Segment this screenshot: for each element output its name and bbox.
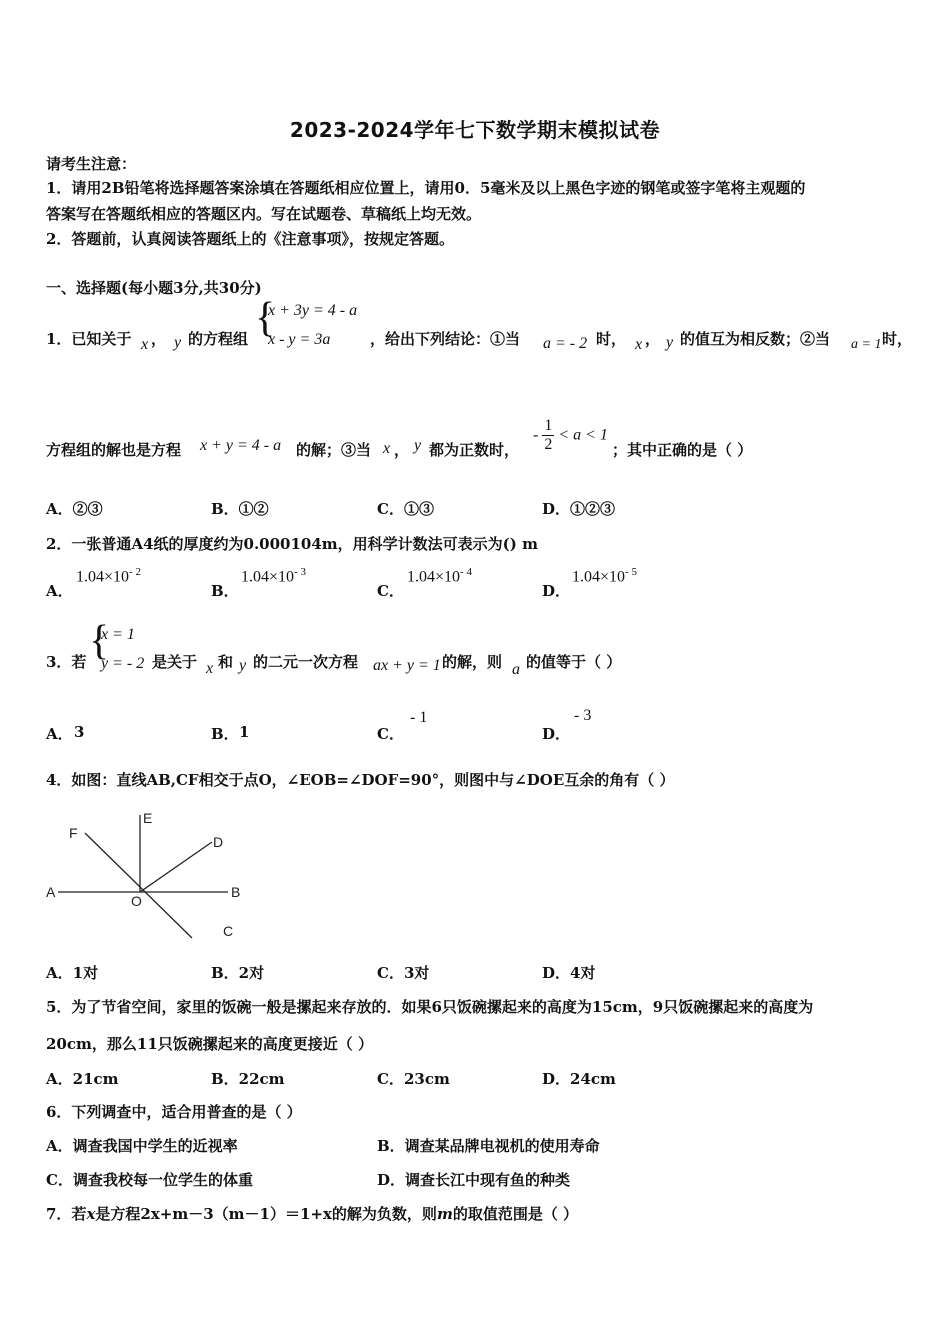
q7-var-m: m: [436, 1205, 453, 1223]
q7-text: 7．若: [46, 1205, 87, 1223]
fraction-one-half: [542, 417, 554, 454]
q6-option-c[interactable]: C．调查我校每一位学生的体重: [46, 1171, 253, 1189]
q1-text: 的值互为相反数；②当: [680, 330, 831, 348]
point-label-c: C: [223, 923, 234, 939]
q7-text: 的取值范围是（ ）: [452, 1205, 579, 1223]
q4-option-a[interactable]: A．1对: [46, 964, 99, 982]
question-7-stem: [46, 1203, 578, 1224]
inequality: < a < 1: [558, 426, 608, 444]
q1-range: [533, 417, 608, 454]
q7-equation: 2x+m－3（m－1）＝1+x: [140, 1205, 332, 1223]
q6-option-a[interactable]: A．调查我国中学生的近视率: [46, 1137, 238, 1155]
q1-text: 1．已知关于: [46, 330, 132, 348]
q5-stem-line2: 20cm，那么11只饭碗摞起来的高度更接近（ ）: [46, 1035, 373, 1053]
q7-text: 的解为负数，则: [331, 1205, 437, 1223]
q7-var-x: x: [86, 1205, 96, 1223]
q3-option-b-label[interactable]: B．: [211, 725, 239, 743]
q1-var-y: y: [414, 437, 422, 454]
q5-option-c[interactable]: C．23cm: [377, 1070, 450, 1088]
fraction-numerator: 1: [544, 417, 553, 434]
q2-option-c-value[interactable]: [407, 566, 472, 586]
q1-equation-2: x - y = 3a: [268, 331, 331, 348]
q3-option-d-value[interactable]: - 3: [574, 707, 592, 724]
point-label-d: D: [213, 834, 224, 850]
q6-option-d[interactable]: D．调查长江中现有鱼的种类: [377, 1171, 571, 1189]
q1-comma: ，: [151, 330, 167, 348]
base: 1.04×10: [241, 568, 295, 586]
point-label-b: B: [231, 884, 241, 900]
q3-option-c-value[interactable]: - 1: [410, 709, 428, 726]
q1-option-d[interactable]: D．①②③: [542, 500, 616, 518]
q6-option-b[interactable]: B．调查某品牌电视机的使用寿命: [377, 1137, 600, 1155]
q3-option-b-value[interactable]: 1: [239, 723, 250, 741]
q1-condition-1: a = - 2: [543, 335, 588, 352]
q1-option-a[interactable]: A．②③: [46, 500, 103, 518]
q1-option-b[interactable]: B．①②: [211, 500, 269, 518]
q3-equation-1: x = 1: [101, 626, 135, 643]
q2-option-a-value[interactable]: [76, 566, 141, 586]
q2-option-c-label[interactable]: C．: [377, 582, 404, 600]
q1-text: 都为正数时，: [429, 441, 520, 459]
q2-option-b-value[interactable]: [241, 566, 306, 586]
q2-option-d-value[interactable]: [572, 566, 637, 586]
point-label-e: E: [143, 810, 153, 826]
q1-text: 时，: [596, 330, 627, 348]
q3-equation: ax + y = 1: [373, 657, 441, 674]
q3-option-c-label[interactable]: C．: [377, 725, 404, 743]
q2-option-d-label[interactable]: D．: [542, 582, 571, 600]
q3-text: 是关于: [152, 653, 198, 671]
notice-heading: 请考生注意：: [46, 155, 137, 173]
q1-condition-2: a = 1: [851, 337, 882, 352]
base: 1.04×10: [407, 568, 461, 586]
q3-option-a-value[interactable]: 3: [74, 723, 85, 741]
q1-text: ，给出下列结论：①当: [370, 330, 521, 348]
system-brace: {: [255, 295, 276, 341]
q6-stem: 6．下列调查中，适合用普查的是（ ）: [46, 1103, 302, 1121]
q5-option-b[interactable]: B．22cm: [211, 1070, 285, 1088]
notice-line1b: 答案写在答题纸相应的答题区内。写在试题卷、草稿纸上均无效。: [46, 205, 482, 223]
exponent: - 2: [129, 566, 141, 578]
q4-stem: 4．如图：直线AB,CF相交于点O，∠EOB=∠DOF=90°，则图中与∠DOE互余的角有（ ）: [46, 771, 675, 789]
q3-var-x: x: [206, 660, 214, 677]
q1-text: 时，: [882, 330, 913, 348]
q3-option-a-label[interactable]: A．: [46, 725, 73, 743]
ray-od: [140, 842, 212, 892]
point-label-f: F: [69, 825, 78, 841]
q1-var-y: y: [174, 334, 182, 351]
q5-option-a[interactable]: A．21cm: [46, 1070, 119, 1088]
fraction-denominator: 2: [544, 436, 553, 453]
base: 1.04×10: [76, 568, 130, 586]
angle-figure: [40, 805, 255, 950]
page-title: 2023-2024学年七下数学期末模拟试卷: [289, 118, 661, 142]
point-label-o: O: [131, 893, 142, 909]
system-brace: {: [89, 618, 110, 664]
q2-option-b-label[interactable]: B．: [211, 582, 239, 600]
exponent: - 4: [460, 566, 472, 578]
section-heading: 一、选择题(每小题3分,共30分): [46, 279, 262, 297]
exponent: - 3: [294, 566, 306, 578]
q1-text: 的方程组: [188, 330, 249, 348]
q3-equation-2: y = - 2: [101, 655, 145, 672]
q1-var-x: x: [635, 336, 643, 353]
q3-option-d-label[interactable]: D．: [542, 725, 571, 743]
q4-option-d[interactable]: D．4对: [542, 964, 596, 982]
q3-var-a: a: [512, 661, 520, 678]
q5-stem-line1: 5．为了节省空间，家里的饭碗一般是摞起来存放的．如果6只饭碗摞起来的高度为15cm，9只饭碗摞起来的高度为: [46, 998, 814, 1016]
q3-text: 的二元一次方程: [253, 653, 359, 671]
q3-text: 的解，则: [442, 653, 503, 671]
q3-text: 的值等于（ ）: [526, 653, 622, 671]
q7-text: 是方程: [95, 1205, 141, 1223]
q2-option-a-label[interactable]: A．: [46, 582, 73, 600]
exponent: - 5: [625, 566, 637, 578]
q3-text: 3．若: [46, 653, 87, 671]
notice-line1: 1．请用2B铅笔将选择题答案涂填在答题纸相应位置上，请用0．5毫米及以上黑色字迹的钢笔或签字笔将主观题的: [46, 179, 806, 197]
q1-var-x: x: [141, 336, 149, 353]
q2-stem: 2．一张普通A4纸的厚度约为0.000104m，用科学计数法可表示为() m: [46, 535, 538, 553]
q1-var-y: y: [666, 334, 674, 351]
q5-option-d[interactable]: D．24cm: [542, 1070, 616, 1088]
q1-text: 方程组的解也是方程: [46, 441, 182, 459]
q1-equation-1: x + 3y = 4 - a: [268, 302, 358, 319]
q1-equation-3: x + y = 4 - a: [200, 437, 282, 454]
q3-text: 和: [218, 653, 234, 671]
minus-sign: -: [533, 426, 539, 444]
line-cf: [85, 833, 192, 938]
q1-comma: ，: [645, 330, 661, 348]
q1-var-x: x: [383, 440, 391, 457]
q3-var-y: y: [239, 657, 247, 674]
q1-comma: ，: [394, 441, 410, 459]
point-label-a: A: [46, 884, 56, 900]
base: 1.04×10: [572, 568, 626, 586]
q1-text: 的解；③当: [296, 441, 372, 459]
q1-option-c[interactable]: C．①③: [377, 500, 434, 518]
q4-option-b[interactable]: B．2对: [211, 964, 265, 982]
q1-text: ；其中正确的是（ ）: [612, 441, 753, 459]
q4-option-c[interactable]: C．3对: [377, 964, 430, 982]
notice-line2: 2．答题前，认真阅读答题纸上的《注意事项》，按规定答题。: [46, 230, 454, 248]
